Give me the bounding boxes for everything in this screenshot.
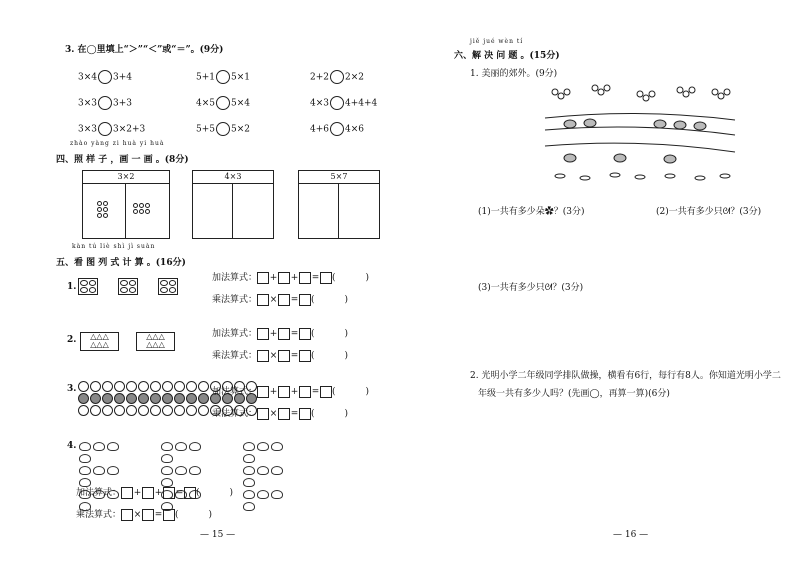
- example-dots-left: [97, 201, 108, 218]
- fish-icon: [720, 174, 730, 178]
- s5-title: 五、看 图 列 式 计 算 。(16分): [56, 258, 186, 268]
- compare-item: 5+1 5×1: [196, 70, 250, 84]
- duck-icon: [564, 119, 706, 163]
- answer-box[interactable]: [299, 350, 311, 362]
- flower-icon: [558, 93, 564, 99]
- answer-box[interactable]: [163, 509, 175, 521]
- compare-circle[interactable]: [216, 122, 230, 136]
- answer-box[interactable]: [142, 487, 154, 499]
- flower-icon: [592, 85, 598, 91]
- duck-icon: [614, 154, 626, 162]
- multiplication-formula: 乘法算式： × = ( ): [212, 409, 349, 419]
- addition-formula: 加法算式： + = ( ): [212, 329, 349, 339]
- compare-circle[interactable]: [216, 96, 230, 110]
- flower-icon: [677, 87, 683, 93]
- compare-circle[interactable]: [98, 96, 112, 110]
- answer-box[interactable]: [184, 487, 196, 499]
- meadow-picture: [540, 80, 740, 190]
- flower-icon: ✿: [544, 207, 554, 217]
- river-bank-bottom: [545, 143, 735, 152]
- page-number-right: — 16 —: [613, 530, 649, 540]
- compare-circle[interactable]: [330, 122, 344, 136]
- q2-line1: 2. 光明小学二年级同学排队做操，横看有6行，每行有8人。你知道光明小学二: [470, 371, 781, 381]
- answer-box[interactable]: [278, 328, 290, 340]
- duck-icon: [694, 122, 706, 130]
- duck-icon: [564, 154, 576, 162]
- p3-num: 3.: [67, 384, 77, 394]
- q3-title: 3. 在◯里填上“＞”“＜”或“＝”。(9分): [65, 45, 224, 55]
- flower-icon: [598, 89, 604, 95]
- flower-icon: [724, 89, 730, 95]
- p4-num: 4.: [67, 441, 77, 451]
- answer-box[interactable]: [278, 386, 290, 398]
- duck-icon: [674, 121, 686, 129]
- answer-box[interactable]: [257, 328, 269, 340]
- compare-circle[interactable]: [216, 70, 230, 84]
- answer-box[interactable]: [257, 350, 269, 362]
- answer-box[interactable]: [278, 272, 290, 284]
- flower-icon: [604, 85, 610, 91]
- duck-group: [242, 442, 294, 514]
- compare-item: 5+5 5×2: [196, 122, 250, 136]
- duck-icon: ᘛ: [544, 283, 553, 293]
- multiplication-formula: 乘法算式： × = ( ): [76, 510, 213, 520]
- answer-box[interactable]: [257, 386, 269, 398]
- q1-title: 1. 美丽的郊外。(9分): [470, 69, 558, 79]
- compare-circle[interactable]: [98, 122, 112, 136]
- draw-table-3[interactable]: 5×7: [298, 170, 380, 239]
- flower-icon: [718, 93, 724, 99]
- compare-circle[interactable]: [330, 96, 344, 110]
- addition-formula: 加法算式： + + = ( ): [212, 273, 370, 283]
- flower-icon: [552, 89, 558, 95]
- compare-item: 3×4 3+4: [78, 70, 132, 84]
- pinyin-s6: jiě jué wèn tí: [470, 38, 524, 45]
- flower-icon: [712, 89, 718, 95]
- duck-group: [160, 442, 212, 514]
- answer-box[interactable]: [257, 272, 269, 284]
- duck-icon: [664, 155, 676, 163]
- compare-item: 4×5 5×4: [196, 96, 250, 110]
- compare-circle[interactable]: [330, 70, 344, 84]
- answer-box[interactable]: [163, 487, 175, 499]
- answer-box[interactable]: [121, 509, 133, 521]
- fish-icon: [695, 176, 705, 180]
- q2-line2: 年级一共有多少人吗？(先画◯，再算一算)(6分): [478, 389, 670, 399]
- river-bank-top: [545, 113, 735, 120]
- compare-item: 3×3 3+3: [78, 96, 132, 110]
- flower-icon: [643, 95, 649, 101]
- fish-icon: [555, 173, 730, 180]
- answer-box[interactable]: [299, 386, 311, 398]
- answer-box[interactable]: [299, 408, 311, 420]
- draw-table-example: 3×2: [82, 170, 170, 239]
- p2-num: 2.: [67, 335, 77, 345]
- fish-icon: [635, 175, 645, 179]
- answer-box[interactable]: [299, 328, 311, 340]
- answer-box[interactable]: [257, 294, 269, 306]
- triangle-group: △△△ △△△: [80, 332, 119, 351]
- compare-item: 4×3 4+4+4: [310, 96, 377, 110]
- river-bank-mid: [545, 127, 735, 135]
- answer-box[interactable]: [278, 350, 290, 362]
- flower-icon: [552, 85, 730, 101]
- addition-formula: 加法算式： + + = ( ): [212, 387, 370, 397]
- compare-circle[interactable]: [98, 70, 112, 84]
- multiplication-formula: 乘法算式： × = ( ): [212, 295, 349, 305]
- flower-icon: [683, 91, 689, 97]
- duck-icon: [584, 119, 596, 127]
- duck-icon: [654, 120, 666, 128]
- example-dots-right: [133, 203, 150, 214]
- circle-group: [158, 278, 178, 295]
- duck-icon: ᘛ: [722, 207, 731, 217]
- q1-sub2: (2)一共有多少只ᘛ？(3分): [656, 207, 762, 217]
- duck-group: [78, 442, 130, 514]
- pinyin-s5: kàn tú liè shì jì suàn: [72, 243, 156, 250]
- s4-title: 四、照 样 子 ，画 一 画 。(8分): [56, 155, 189, 165]
- circle-group: [118, 278, 138, 295]
- pinyin-s4: zhào yàng zi huà yi huà: [70, 140, 165, 147]
- fish-icon: [555, 174, 565, 178]
- answer-box[interactable]: [121, 487, 133, 499]
- answer-box[interactable]: [278, 294, 290, 306]
- page-number-left: — 15 —: [200, 530, 236, 540]
- s6-title: 六、解 决 问 题 。(15分): [454, 51, 560, 61]
- answer-box[interactable]: [299, 272, 311, 284]
- answer-box[interactable]: [142, 509, 154, 521]
- q1-sub3: (3)一共有多少只ᘛ？(3分): [478, 283, 584, 293]
- addition-formula: 加法算式： + + = ( ): [76, 488, 234, 498]
- answer-box[interactable]: [320, 272, 332, 284]
- flower-icon: [649, 91, 655, 97]
- fish-icon: [580, 176, 590, 180]
- compare-item: 4+6 4×6: [310, 122, 364, 136]
- compare-item: 3×3 3×2+3: [78, 122, 145, 136]
- flower-icon: [689, 87, 695, 93]
- answer-box[interactable]: [299, 294, 311, 306]
- fish-icon: [610, 173, 620, 177]
- answer-box[interactable]: [278, 408, 290, 420]
- p1-num: 1.: [67, 282, 77, 292]
- fish-icon: [665, 174, 675, 178]
- multiplication-formula: 乘法算式： × = ( ): [212, 351, 349, 361]
- flower-icon: [564, 89, 570, 95]
- answer-box[interactable]: [257, 408, 269, 420]
- duck-icon: [564, 120, 576, 128]
- q1-sub1: (1)一共有多少朵✿？(3分): [478, 207, 585, 217]
- circle-group: [78, 278, 98, 295]
- compare-item: 2+2 2×2: [310, 70, 364, 84]
- answer-box[interactable]: [320, 386, 332, 398]
- flower-icon: [637, 91, 643, 97]
- draw-table-2[interactable]: 4×3: [192, 170, 274, 239]
- triangle-group: △△△ △△△: [136, 332, 175, 351]
